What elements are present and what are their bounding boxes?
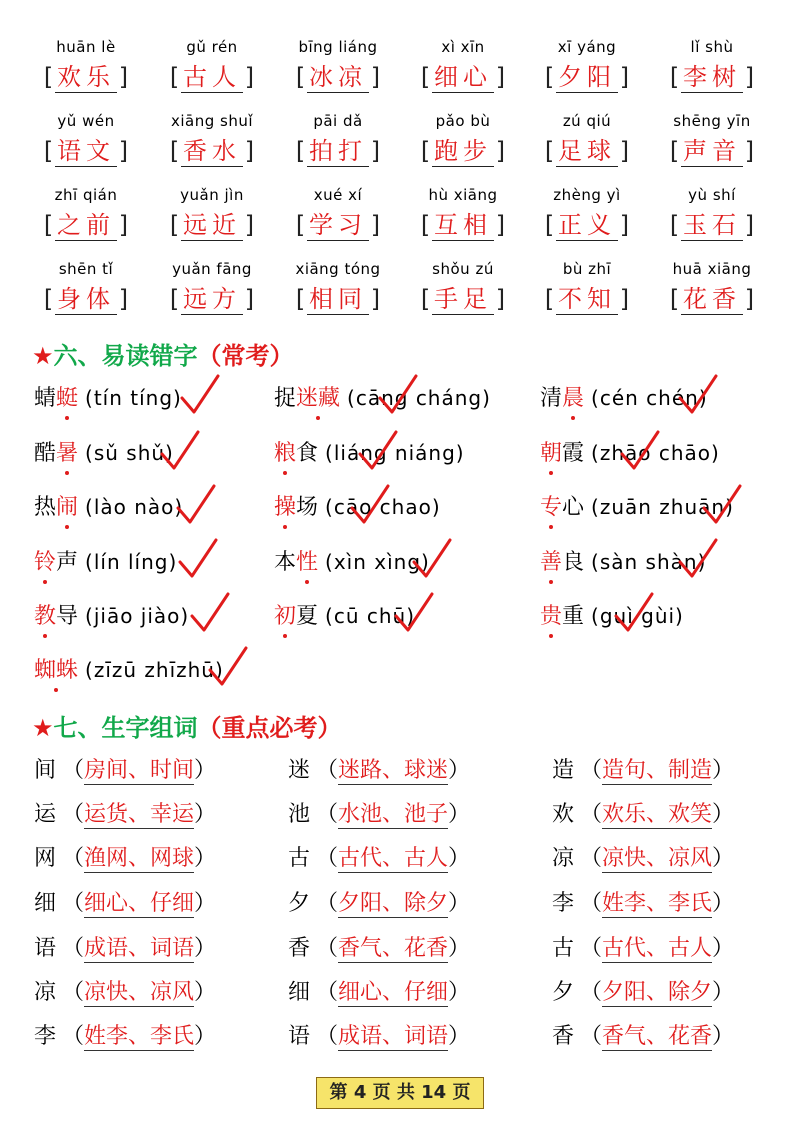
pinyin-options: (lín líng) bbox=[85, 550, 178, 574]
vocab-word: 语文 bbox=[57, 137, 115, 165]
vocab-row bbox=[0, 36, 800, 110]
vocab-cell: zhèng yì [正义] bbox=[537, 184, 637, 241]
vocab-word: 细心 bbox=[434, 63, 492, 91]
pinyin: pāi dǎ bbox=[313, 112, 363, 130]
word-group-item: 香 （香气、花香） bbox=[552, 1024, 735, 1049]
pinyin: zhèng yì bbox=[553, 186, 621, 204]
pinyin: yuǎn fāng bbox=[172, 260, 252, 278]
word-group-item: 李 （姓李、李氏） bbox=[552, 891, 735, 916]
vocab-cell: yǔ wén [语文] bbox=[36, 110, 136, 167]
section-6-heading bbox=[32, 336, 294, 371]
error-item: 本性 (xìn xìng) bbox=[274, 546, 430, 578]
word-group-item: 细 （细心、仔细） bbox=[288, 980, 471, 1005]
section-6-note: （常考） bbox=[197, 342, 294, 370]
section-7-note: （重点必考） bbox=[197, 714, 342, 742]
error-item: 贵重 (guì gùi) bbox=[540, 600, 684, 632]
pinyin: pǎo bù bbox=[435, 112, 491, 130]
vocab-cell: xiāng shuǐ [香水] bbox=[162, 110, 262, 167]
vocab-word: 古人 bbox=[183, 63, 241, 91]
section-7-title: 七、生字组词 bbox=[53, 714, 198, 742]
vocab-word: 互相 bbox=[434, 211, 492, 239]
word-group-item: 欢 （欢乐、欢笑） bbox=[552, 802, 735, 827]
vocab-row bbox=[0, 258, 800, 332]
vocab-cell: huān lè [欢乐] bbox=[36, 36, 136, 93]
section-7-heading bbox=[32, 708, 342, 743]
word-group-item: 造 （造句、制造） bbox=[552, 758, 735, 783]
word-group-item: 迷 （迷路、球迷） bbox=[288, 758, 471, 783]
error-item: 善良 (sàn shàn) bbox=[540, 546, 706, 578]
vocab-cell: bù zhī [不知] bbox=[537, 258, 637, 315]
error-item: 清晨 (cén chén) bbox=[540, 382, 708, 414]
vocab-cell: yuǎn jìn [远近] bbox=[162, 184, 262, 241]
error-item: 专心 (zuān zhuān) bbox=[540, 491, 734, 523]
word-group-item: 细 （细心、仔细） bbox=[34, 891, 217, 916]
vocab-cell: yuǎn fāng [远方] bbox=[162, 258, 262, 315]
checkmark-icon bbox=[188, 590, 232, 636]
error-item: 捉迷藏 (cāng cháng) bbox=[274, 382, 491, 414]
error-item: 铃声 (lín líng) bbox=[34, 546, 177, 578]
pinyin-options: (cū chū) bbox=[325, 604, 416, 628]
pinyin-options: (liáng niáng) bbox=[325, 441, 465, 465]
pinyin: yuǎn jìn bbox=[180, 186, 244, 204]
pinyin: shǒu zú bbox=[432, 260, 494, 278]
vocab-word: 学习 bbox=[309, 211, 367, 239]
pinyin-options: (sǔ shǔ) bbox=[85, 441, 174, 465]
pinyin: bù zhī bbox=[562, 260, 612, 278]
pinyin: xiāng tóng bbox=[295, 260, 381, 278]
checkmark-icon bbox=[176, 536, 220, 582]
vocab-cell: shǒu zú [手足] bbox=[413, 258, 513, 315]
pinyin-options: (xìn xìng) bbox=[325, 550, 430, 574]
error-item: 热闹 (lào nào) bbox=[34, 491, 183, 523]
vocab-cell: xiāng tóng [相同] bbox=[288, 258, 388, 315]
vocab-word: 拍打 bbox=[309, 137, 367, 165]
error-item: 教导 (jiāo jiào) bbox=[34, 600, 189, 632]
vocab-cell: xué xí [学习] bbox=[288, 184, 388, 241]
vocab-cell: shēng yīn [声音] bbox=[662, 110, 762, 167]
vocab-cell: gǔ rén [古人] bbox=[162, 36, 262, 93]
error-item: 蜘蛛 (zīzū zhīzhū) bbox=[34, 654, 224, 686]
vocab-word: 手足 bbox=[434, 285, 492, 313]
vocab-word: 夕阳 bbox=[558, 63, 616, 91]
vocab-row bbox=[0, 184, 800, 258]
star-icon: ★ bbox=[32, 342, 54, 370]
word-group-item: 古 （古代、古人） bbox=[552, 936, 735, 961]
pinyin-options: (zuān zhuān) bbox=[591, 495, 734, 519]
pinyin: xué xí bbox=[313, 186, 363, 204]
pinyin: hù xiāng bbox=[428, 186, 498, 204]
vocab-word: 跑步 bbox=[434, 137, 492, 165]
pinyin-options: (jiāo jiào) bbox=[85, 604, 190, 628]
pinyin: bīng liáng bbox=[298, 38, 378, 56]
vocab-cell: xì xīn [细心] bbox=[413, 36, 513, 93]
word-group-item: 香 （香气、花香） bbox=[288, 936, 471, 961]
pinyin: huān lè bbox=[56, 38, 116, 56]
vocab-cell: bīng liáng [冰凉] bbox=[288, 36, 388, 93]
pinyin-options: (tín tíng) bbox=[85, 386, 182, 410]
vocab-cell: huā xiāng [花香] bbox=[662, 258, 762, 315]
pinyin: xiāng shuǐ bbox=[170, 112, 254, 130]
pinyin-options: (guì gùi) bbox=[591, 604, 684, 628]
vocab-cell: pǎo bù [跑步] bbox=[413, 110, 513, 167]
word-group-item: 凉 （凉快、凉风） bbox=[552, 846, 735, 871]
vocab-word: 远近 bbox=[183, 211, 241, 239]
pinyin-vocab-grid bbox=[0, 36, 800, 332]
pinyin-options: (zīzū zhīzhū) bbox=[85, 658, 224, 682]
pinyin: shēng yīn bbox=[673, 112, 751, 130]
word-group-item: 古 （古代、古人） bbox=[288, 846, 471, 871]
word-group-item: 网 （渔网、网球） bbox=[34, 846, 217, 871]
error-item: 初夏 (cū chū) bbox=[274, 600, 415, 632]
word-group-item: 运 （运货、幸运） bbox=[34, 802, 217, 827]
vocab-cell: hù xiāng [互相] bbox=[413, 184, 513, 241]
vocab-cell: zhī qián [之前] bbox=[36, 184, 136, 241]
error-item: 朝霞 (zhāo chāo) bbox=[540, 437, 720, 469]
vocab-word: 足球 bbox=[558, 137, 616, 165]
pinyin-options: (cén chén) bbox=[591, 386, 708, 410]
vocab-word: 不知 bbox=[558, 285, 616, 313]
error-item: 酷暑 (sǔ shǔ) bbox=[34, 437, 174, 469]
word-group-item: 语 （成语、词语） bbox=[288, 1024, 471, 1049]
vocab-word: 之前 bbox=[57, 211, 115, 239]
vocab-cell: xī yáng [夕阳] bbox=[537, 36, 637, 93]
vocab-word: 身体 bbox=[57, 285, 115, 313]
vocab-word: 冰凉 bbox=[309, 63, 367, 91]
pinyin: yù shí bbox=[688, 186, 736, 204]
pinyin-options: (zhāo chāo) bbox=[591, 441, 720, 465]
page-indicator: 第 4 页 共 14 页 bbox=[316, 1077, 484, 1109]
vocab-word: 远方 bbox=[183, 285, 241, 313]
vocab-word: 花香 bbox=[683, 285, 741, 313]
vocab-word: 声音 bbox=[683, 137, 741, 165]
pinyin-options: (lào nào) bbox=[85, 495, 184, 519]
section-6-title: 六、易读错字 bbox=[53, 342, 198, 370]
vocab-cell: yù shí [玉石] bbox=[662, 184, 762, 241]
pinyin: zú qiú bbox=[562, 112, 612, 130]
pinyin: lǐ shù bbox=[690, 38, 734, 56]
vocab-word: 李树 bbox=[683, 63, 741, 91]
star-icon: ★ bbox=[32, 714, 54, 742]
pinyin: xī yáng bbox=[557, 38, 617, 56]
word-group-item: 李 （姓李、李氏） bbox=[34, 1024, 217, 1049]
vocab-cell: shēn tǐ [身体] bbox=[36, 258, 136, 315]
pinyin: shēn tǐ bbox=[58, 260, 114, 278]
word-group-item: 凉 （凉快、凉风） bbox=[34, 980, 217, 1005]
vocab-cell: zú qiú [足球] bbox=[537, 110, 637, 167]
pinyin-options: (sàn shàn) bbox=[591, 550, 707, 574]
error-item: 粮食 (liáng niáng) bbox=[274, 437, 465, 469]
error-item: 操场 (cāo chao) bbox=[274, 491, 441, 523]
pinyin: xì xīn bbox=[441, 38, 485, 56]
vocab-row bbox=[0, 110, 800, 184]
error-item: 蜻蜓 (tín tíng) bbox=[34, 382, 182, 414]
pinyin-options: (cāng cháng) bbox=[347, 386, 491, 410]
pinyin: gǔ rén bbox=[186, 38, 238, 56]
word-group-item: 池 （水池、池子） bbox=[288, 802, 471, 827]
vocab-word: 香水 bbox=[183, 137, 241, 165]
vocab-word: 相同 bbox=[309, 285, 367, 313]
pinyin: huā xiāng bbox=[672, 260, 752, 278]
word-group-item: 间 （房间、时间） bbox=[34, 758, 217, 783]
pinyin-options: (cāo chao) bbox=[325, 495, 441, 519]
vocab-cell: pāi dǎ [拍打] bbox=[288, 110, 388, 167]
vocab-word: 正义 bbox=[558, 211, 616, 239]
word-group-item: 语 （成语、词语） bbox=[34, 936, 217, 961]
vocab-word: 欢乐 bbox=[57, 63, 115, 91]
word-group-item: 夕 （夕阳、除夕） bbox=[552, 980, 735, 1005]
vocab-word: 玉石 bbox=[683, 211, 741, 239]
pinyin: zhī qián bbox=[54, 186, 118, 204]
pinyin: yǔ wén bbox=[57, 112, 115, 130]
checkmark-icon bbox=[178, 372, 222, 418]
vocab-cell: lǐ shù [李树] bbox=[662, 36, 762, 93]
word-group-item: 夕 （夕阳、除夕） bbox=[288, 891, 471, 916]
